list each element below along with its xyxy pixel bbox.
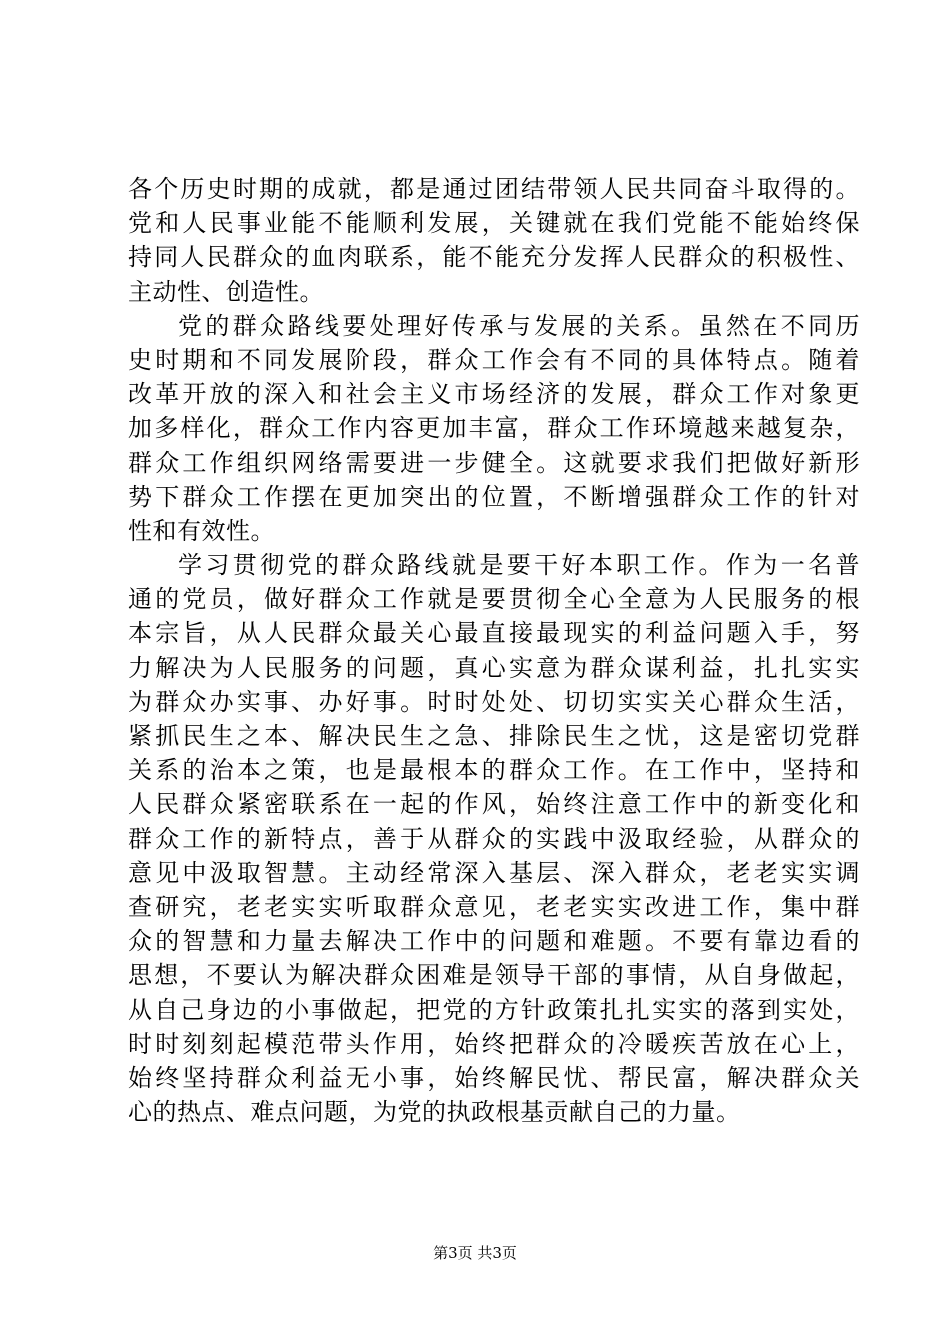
text-line: 加多样化，群众工作内容更加丰富，群众工作环境越来越复杂， [128,414,860,443]
text-line: 力解决为人民服务的问题，真心实意为群众谋利益，扎扎实实 [128,653,860,682]
text-line: 改革开放的深入和社会主义市场经济的发展，群众工作对象更 [128,380,860,409]
text-line: 通的党员，做好群众工作就是要贯彻全心全意为人民服务的根 [128,585,860,614]
text-line: 众的智慧和力量去解决工作中的问题和难题。不要有靠边看的 [128,927,860,956]
text-line: 各个历史时期的成就，都是通过团结带领人民共同奋斗取得的。 [128,175,860,203]
document-body [128,172,860,1129]
text-line: 心的热点、难点问题，为党的执政根基贡献自己的力量。 [128,1098,741,1127]
text-line: 性和有效性。 [128,516,275,545]
text-line: 为群众办实事、办好事。时时处处、切切实实关心群众生活， [128,687,860,716]
text-line: 党和人民事业能不能顺利发展，关键就在我们党能不能始终保 [128,209,860,238]
text-line: 势下群众工作摆在更加突出的位置，不断增强群众工作的针对 [128,482,860,511]
text-line: 人民群众紧密联系在一起的作风，始终注意工作中的新变化和 [128,790,860,819]
paragraph-p1 [128,172,860,309]
text-line: 始终坚持群众利益无小事，始终解民忧、帮民富，解决群众关 [128,1063,860,1092]
text-line: 紧抓民生之本、解决民生之急、排除民生之忧，这是密切党群 [128,722,860,750]
paragraph-p3 [128,548,860,1129]
paragraph-p2 [128,309,860,548]
text-line: 群众工作组织网络需要进一步健全。这就要求我们把做好新形 [128,448,860,477]
text-line: 从自己身边的小事做起，把党的方针政策扎扎实实的落到实处， [128,995,860,1024]
text-line: 关系的治本之策，也是最根本的群众工作。在工作中，坚持和 [128,756,860,785]
text-line: 群众工作的新特点，善于从群众的实践中汲取经验，从群众的 [128,824,860,853]
text-line: 查研究，老老实实听取群众意见，老老实实改进工作，集中群 [128,892,860,921]
text-line: 持同人民群众的血肉联系，能不能充分发挥人民群众的积极性、 [128,243,860,272]
text-line: 时时刻刻起模范带头作用，始终把群众的冷暖疾苦放在心上， [128,1029,860,1058]
text-line: 学习贯彻党的群众路线就是要干好本职工作。作为一名普 [178,551,860,580]
text-line: 思想，不要认为解决群众困难是领导干部的事情，从自身做起， [128,961,860,990]
text-line: 主动性、创造性。 [128,277,324,306]
page-footer: 第3页 共3页 [433,1244,517,1262]
text-line: 本宗旨，从人民群众最关心最直接最现实的利益问题入手，努 [128,619,860,648]
text-line: 意见中汲取智慧。主动经常深入基层、深入群众，老老实实调 [128,858,860,887]
text-line: 党的群众路线要处理好传承与发展的关系。虽然在不同历 [178,311,860,340]
text-line: 史时期和不同发展阶段，群众工作会有不同的具体特点。随着 [128,345,860,374]
